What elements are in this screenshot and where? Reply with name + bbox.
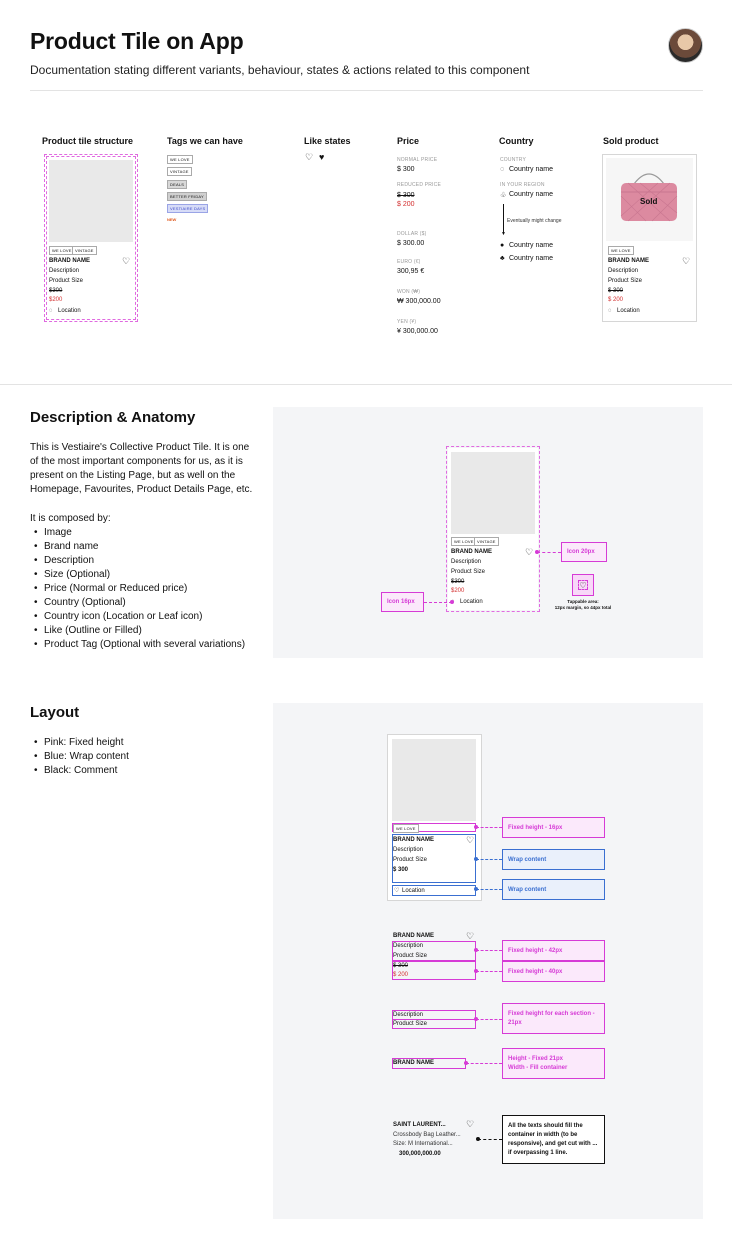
sold-brand: BRAND NAME [608, 258, 649, 264]
euro-label: EURO (€) [397, 259, 421, 265]
fixed21-callout: Fixed height for each section - 21px [502, 1003, 605, 1034]
anatomy-like-icon[interactable]: ♡ [525, 547, 534, 557]
layout-legend [30, 736, 230, 778]
layout-location: Location [402, 888, 425, 894]
anatomy-description: Description [451, 559, 482, 565]
structure-old-price: $300 [49, 288, 63, 294]
sold-location: Location [617, 308, 640, 314]
location-filled-icon: ● [500, 242, 505, 249]
anatomy-brand: BRAND NAME [451, 549, 492, 555]
block2-like-icon[interactable]: ♡ [466, 931, 475, 941]
fixed40-dot [474, 969, 478, 973]
list-item: • Country (Optional) [30, 596, 270, 610]
layout-price: $ 300 [393, 867, 409, 873]
leaf-icon: ♧ [500, 192, 507, 199]
comment-connector [478, 1139, 502, 1140]
icon20-callout: Icon 20px [561, 542, 607, 562]
structure-location: Location [58, 308, 81, 314]
block5-price: 300,000,000.00 [399, 1151, 441, 1157]
structure-description: Description [49, 268, 80, 274]
tag-deals: DEALS [167, 180, 187, 189]
euro-value: 300,95 € [397, 268, 425, 275]
won-label: WON (₩) [397, 289, 421, 295]
wrap2-dot [474, 887, 478, 891]
list-item: • Price (Normal or Reduced price) [30, 582, 270, 596]
list-item: • Product Tag (Optional with several variations) [30, 638, 270, 652]
layout-size: Product Size [393, 857, 428, 863]
country-name-2: Country name [509, 191, 553, 198]
anatomy-location: Location [460, 599, 483, 605]
sold-old-price: $ 300 [608, 288, 624, 294]
block3-size: Product Size [393, 1021, 428, 1027]
wrap2-callout: Wrap content [502, 879, 605, 900]
fixed21-dot [474, 1017, 478, 1021]
anatomy-list [30, 526, 270, 652]
country-name-1: Country name [509, 166, 553, 173]
price-heading: Price [397, 136, 420, 146]
layout-location-icon: ♡ [394, 888, 400, 894]
change-arrow [503, 204, 504, 234]
yen-label: YEN (¥) [397, 319, 417, 325]
list-item: • Brand name [30, 540, 270, 554]
fixed42-connector [476, 950, 502, 951]
divider [30, 90, 703, 91]
block4-brand: BRAND NAME [393, 1060, 434, 1066]
brand-fixed-callout: Height - Fixed 21px Width - Fill container [502, 1048, 605, 1079]
block3-description: Description [393, 1012, 424, 1018]
tappable-note: Tappable area: 12px margin, so 44px total [554, 599, 612, 610]
dollar-value: $ 300.00 [397, 240, 425, 247]
sold-tag: WE LOVE [608, 246, 634, 255]
structure-tag-vintage: VINTAGE [72, 246, 97, 255]
country-name-4: Country name [509, 255, 553, 262]
brand-fixed-dot [464, 1061, 468, 1065]
list-item: • Description [30, 554, 270, 568]
block2-description: Description [393, 943, 424, 949]
comment-dot [476, 1137, 480, 1141]
wrap2-connector [476, 889, 502, 890]
legend-black: • Black: Comment [30, 764, 230, 778]
fixed40-callout: Fixed height - 40px [502, 961, 605, 982]
layout-description: Description [393, 847, 424, 853]
block2-old-price: $ 300 [393, 963, 409, 969]
arrow-head: ▼ [501, 231, 506, 237]
tag-vestiaire-days: VESTIAIRE DAYS [167, 204, 208, 213]
list-item: • Image [30, 526, 270, 540]
layout-heading: Layout [30, 704, 80, 721]
like-heading: Like states [304, 136, 351, 146]
page-subtitle: Documentation stating different variants, behaviour, states & actions related to this component [30, 63, 530, 77]
block2-size: Product Size [393, 953, 428, 959]
won-value: ₩ 300,000.00 [397, 298, 441, 305]
anatomy-tile-image [451, 452, 535, 534]
layout-panel [273, 703, 703, 1219]
leaf-filled-icon: ♣ [500, 255, 505, 262]
icon20-dot [535, 550, 539, 554]
block5-brand: SAINT LAURENT... [393, 1122, 446, 1128]
tappable-area [572, 574, 594, 596]
sold-description: Description [608, 268, 639, 274]
icon16-connector [424, 602, 452, 603]
wrap1-dot [474, 857, 478, 861]
block5-like-icon[interactable]: ♡ [466, 1119, 475, 1129]
sold-new-price: $ 200 [608, 297, 624, 303]
block2-new-price: $ 200 [393, 972, 409, 978]
sold-size: Product Size [608, 278, 643, 284]
section-divider [0, 384, 732, 385]
country-label: COUNTRY [500, 157, 527, 163]
icon16-dot [450, 600, 454, 604]
reduced-price-label: REDUCED PRICE [397, 182, 441, 188]
structure-location-icon: ◌ [49, 308, 53, 314]
block2-brand: BRAND NAME [393, 933, 434, 939]
brand-fixed-connector [466, 1063, 502, 1064]
anatomy-paragraph: This is Vestiaire's Collective Product Tile. It is one of the most important components for us, as it is present on the Listing Page, but as well on the Homepage, Favourites, Product Details Page, etc. [30, 442, 253, 495]
structure-brand: BRAND NAME [49, 258, 90, 264]
anatomy-heading: Description & Anatomy [30, 409, 196, 426]
sold-heading: Sold product [603, 136, 659, 146]
anatomy-size: Product Size [451, 569, 486, 575]
sold-like-icon[interactable]: ♡ [682, 256, 691, 266]
normal-price-value: $ 300 [397, 166, 415, 173]
anatomy-tag-welove: WE LOVE [451, 537, 477, 546]
fixed40-connector [476, 971, 502, 972]
tag-better-friday: BETTER FRIDAY [167, 192, 207, 201]
structure-size: Product Size [49, 278, 84, 284]
anatomy-old-price: $300 [451, 579, 465, 585]
yen-value: ¥ 300,000.00 [397, 328, 438, 335]
structure-like-icon[interactable]: ♡ [122, 256, 131, 266]
location-icon: ◌ [500, 166, 505, 173]
sold-location-icon: ◌ [608, 308, 612, 314]
icon20-connector [537, 552, 561, 553]
legend-pink: • Pink: Fixed height [30, 736, 230, 750]
dollar-label: DOLLAR ($) [397, 231, 427, 237]
block5-description: Crossbody Bag Leather... [393, 1132, 461, 1138]
fixed42-dot [474, 948, 478, 952]
country-name-3: Country name [509, 242, 553, 249]
layout-tag: WE LOVE [393, 824, 419, 833]
fixed16-dot [474, 825, 478, 829]
comment-callout: All the texts should fill the container in width (to be responsive), and get cut with ... if overpassing 1 line. [502, 1115, 605, 1164]
tag-welove: WE LOVE [167, 155, 193, 164]
anatomy-new-price: $200 [451, 588, 465, 594]
reduced-price-new: $ 200 [397, 201, 415, 208]
fixed16-connector [476, 827, 502, 828]
fixed16-callout: Fixed height - 16px [502, 817, 605, 838]
structure-heading: Product tile structure [42, 136, 134, 146]
region-label: IN YOUR REGION [500, 182, 545, 188]
structure-new-price: $200 [49, 297, 63, 303]
layout-like-icon[interactable]: ♡ [466, 835, 475, 845]
tag-new: NEW [167, 217, 177, 222]
normal-price-label: NORMAL PRICE [397, 157, 438, 163]
reduced-price-old: $ 300 [397, 192, 415, 199]
tags-heading: Tags we can have [167, 136, 243, 146]
sold-label: Sold [640, 197, 658, 206]
anatomy-tag-vintage: VINTAGE [474, 537, 499, 546]
layout-brand: BRAND NAME [393, 837, 434, 843]
page-title: Product Tile on App [30, 28, 244, 54]
like-outline-icon[interactable]: ♡ [305, 152, 314, 162]
wrap1-connector [476, 859, 502, 860]
layout-tile-image [392, 739, 476, 821]
structure-tile-image [49, 160, 133, 242]
structure-tag-welove: WE LOVE [49, 246, 75, 255]
tappable-heart-icon: ♡ [579, 581, 587, 590]
block5-size: Size: M International... [393, 1141, 453, 1147]
fixed21-connector [476, 1019, 502, 1020]
tag-vintage: VINTAGE [167, 167, 192, 176]
list-item: • Size (Optional) [30, 568, 270, 582]
composed-by: It is composed by: [30, 513, 111, 524]
wrap1-callout: Wrap content [502, 849, 605, 870]
country-heading: Country [499, 136, 534, 146]
list-item: • Country icon (Location or Leaf icon) [30, 610, 270, 624]
change-note: Eventually might change [507, 218, 562, 224]
fixed42-callout: Fixed height - 42px [502, 940, 605, 961]
legend-blue: • Blue: Wrap content [30, 750, 230, 764]
like-filled-icon[interactable]: ♥ [319, 152, 325, 162]
list-item: • Like (Outline or Filled) [30, 624, 270, 638]
avatar[interactable] [668, 28, 703, 63]
icon16-callout: Icon 16px [381, 592, 424, 612]
